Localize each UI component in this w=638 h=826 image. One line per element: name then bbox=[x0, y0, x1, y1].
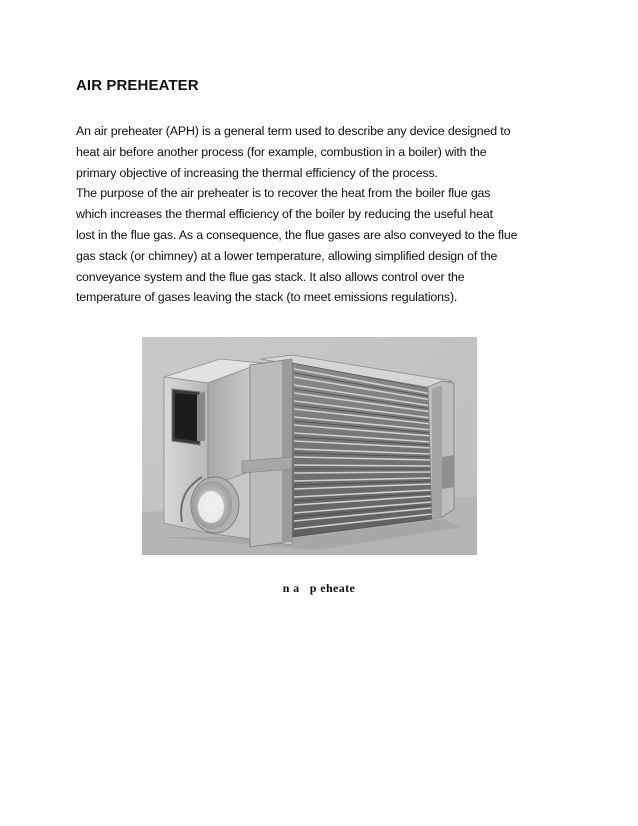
figure-caption: n a p eheate bbox=[282, 581, 356, 595]
text-line: An air preheater (APH) is a general term used to describe any device designed to bbox=[76, 124, 511, 138]
text-line: which increases the thermal efficiency of the boiler by reducing the useful heat bbox=[76, 207, 493, 222]
text-line: lost in the flue gas. As a consequence, the flue gases are also conveyed to the flue bbox=[76, 227, 518, 242]
text-line: The purpose of the air preheater is to recover the heat from the boiler flue gas bbox=[76, 186, 491, 201]
text-line: gas stack (or chimney) at a lower temperature, allowing simplified design of the bbox=[76, 248, 498, 263]
text-line: heat air before another process (for example, combustion in a boiler) with the bbox=[76, 144, 487, 159]
text-line: primary objective of increasing the thermal efficiency of the process. bbox=[76, 165, 438, 180]
text-line: conveyance system and the flue gas stack. It also allows control over the bbox=[76, 269, 465, 284]
body-paragraph bbox=[76, 121, 576, 308]
text-line: temperature of gases leaving the stack (to meet emissions regulations). bbox=[76, 290, 458, 305]
page-title: AIR PREHEATER bbox=[76, 77, 199, 94]
air-preheater-image bbox=[142, 337, 477, 555]
